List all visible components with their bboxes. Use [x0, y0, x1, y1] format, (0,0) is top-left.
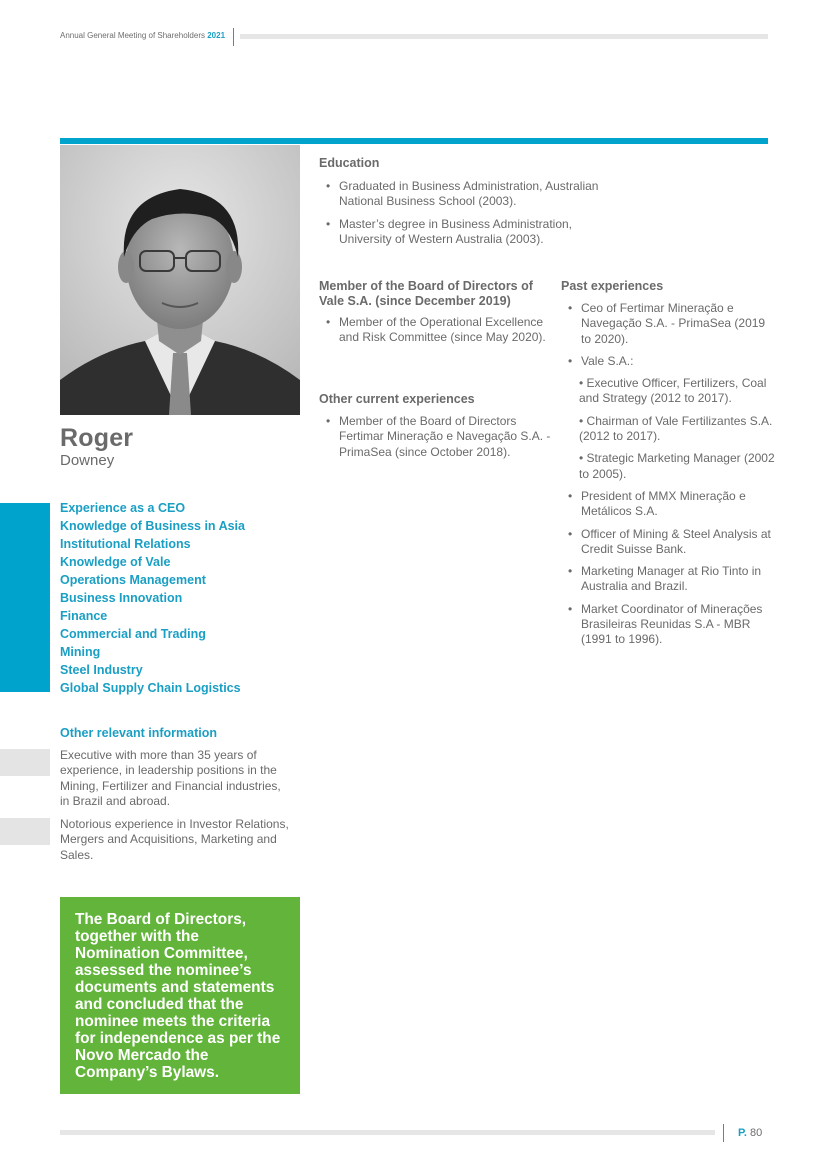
footer-divider: [723, 1124, 724, 1142]
profile-top-rule: [60, 138, 768, 144]
list-item: • Marketing Manager at Rio Tinto in Australia and Brazil.: [561, 564, 776, 595]
list-item: • Master’s degree in Business Administration, University of Western Australia (2003).: [319, 217, 609, 248]
side-tab-marker: [0, 818, 50, 845]
past-experiences-title: Past experiences: [561, 279, 664, 293]
list-item: • Ceo of Fertimar Mineração e Navegação S.A. - PrimaSea (2019 to 2020).: [561, 301, 776, 347]
list-subitem: • Strategic Marketing Manager (2002 to 2005).: [579, 451, 775, 481]
other-info-paragraph: Notorious experience in Investor Relations, Mergers and Acquisitions, Marketing and Sales.: [60, 817, 289, 862]
nominee-last-name: Downey: [60, 452, 115, 469]
education-title: Education: [319, 156, 380, 170]
skills-list: [60, 499, 245, 697]
list-item: • Member of the Board of Directors Fertimar Mineração e Navegação S.A. - PrimaSea (since October 2018).: [319, 414, 554, 460]
board-member-list: [319, 315, 549, 353]
list-item: • Member of the Operational Excellence and Risk Committee (since May 2020).: [319, 315, 549, 346]
skill-item: Experience as a CEO: [60, 501, 186, 515]
list-item: • Market Coordinator of Minerações Brasileiras Reunidas S.A - MBR (1991 to 1996).: [561, 602, 776, 648]
skill-item: Steel Industry: [60, 663, 143, 677]
skill-item: Business Innovation: [60, 591, 183, 605]
footer-bar: [60, 1130, 715, 1135]
independence-note-box: [60, 897, 300, 1094]
page-number: [738, 1127, 762, 1139]
header-bar: [240, 34, 768, 39]
board-member-title: Member of the Board of Directors of Vale S.A. (since December 2019): [319, 279, 533, 308]
other-info-title: Other relevant information: [60, 726, 217, 740]
page-number-value: 80: [750, 1127, 763, 1139]
skill-item: Knowledge of Business in Asia: [60, 519, 245, 533]
skill-item: Knowledge of Vale: [60, 555, 171, 569]
skill-item: Finance: [60, 609, 108, 623]
past-experiences-list: [561, 301, 776, 655]
nominee-first-name: Roger: [60, 424, 134, 452]
current-experiences-title: Other current experiences: [319, 392, 475, 406]
list-item: • Vale S.A.:: [561, 354, 776, 369]
header-title-text: Annual General Meeting of Shareholders: [60, 31, 205, 40]
document-header-title: [60, 31, 225, 40]
portrait-photo: [60, 145, 300, 415]
skill-item: Institutional Relations: [60, 537, 191, 551]
side-tab-marker: [0, 749, 50, 776]
list-subitem: • Executive Officer, Fertilizers, Coal and Strategy (2012 to 2017).: [579, 376, 767, 406]
header-year: 2021: [207, 31, 226, 40]
header-divider: [233, 28, 234, 46]
list-item: • Officer of Mining & Steel Analysis at Credit Suisse Bank.: [561, 527, 776, 558]
skill-item: Operations Management: [60, 573, 206, 587]
list-subitem: • Chairman of Vale Fertilizantes S.A. (2012 to 2017).: [579, 413, 773, 444]
other-info-paragraph: Executive with more than 35 years of experience, in leadership positions in the Mining, Fertilizer and Financial industries, in Brazil and abroad.: [60, 748, 281, 808]
list-item: • Graduated in Business Administration, Australian National Business School (2003).: [319, 179, 609, 210]
side-tab-skills: [0, 503, 50, 692]
skill-item: Mining: [60, 645, 101, 659]
skill-item: Commercial and Trading: [60, 627, 206, 641]
page-prefix: P.: [738, 1127, 747, 1139]
list-item: • President of MMX Mineração e Metálicos S.A.: [561, 489, 776, 520]
independence-note-text: The Board of Directors, together with the Nomination Committee, assessed the nominee’s documents and statements and concluded that the nominee meets the criteria for independence as per the Novo Mercado the Company’s Bylaws.: [75, 911, 281, 1081]
education-list: [319, 179, 609, 254]
skill-item: Global Supply Chain Logistics: [60, 681, 241, 695]
current-experiences-list: [319, 414, 554, 467]
portrait-photo-icon: [60, 145, 300, 415]
